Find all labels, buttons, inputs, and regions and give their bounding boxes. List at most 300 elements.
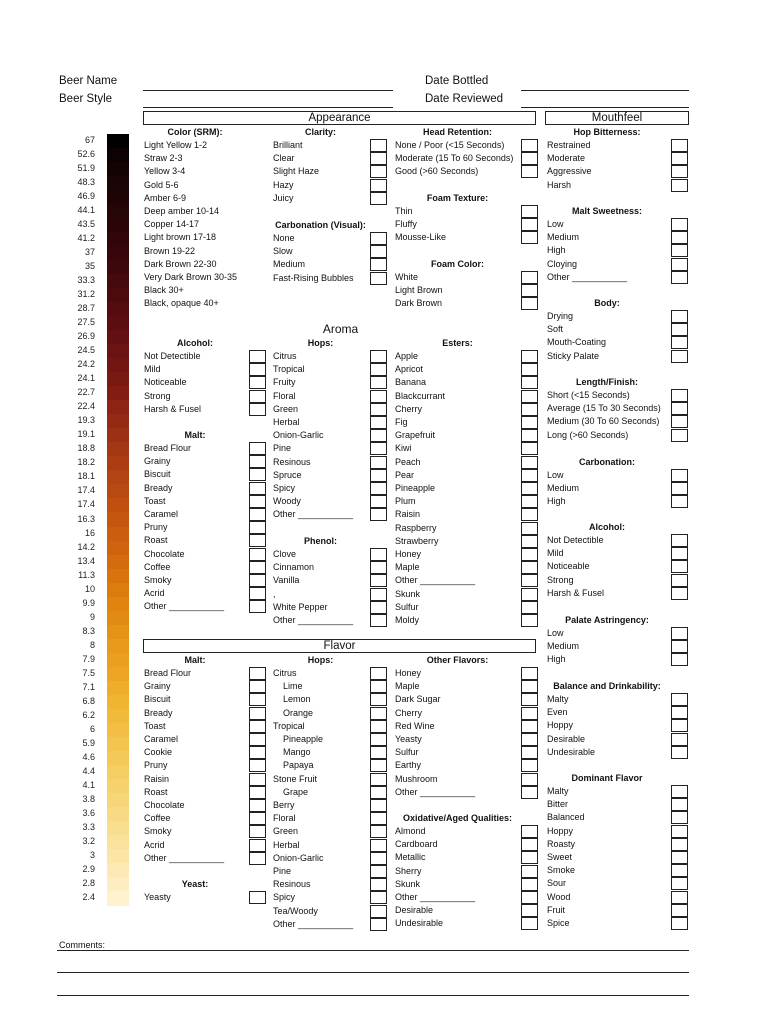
option-checkbox[interactable] bbox=[370, 508, 387, 521]
option-label: Caramel bbox=[144, 734, 179, 744]
option-checkbox[interactable] bbox=[521, 759, 538, 772]
srm-value: 22.7 bbox=[77, 387, 95, 398]
option-checkbox[interactable] bbox=[671, 231, 688, 244]
option-checkbox[interactable] bbox=[671, 746, 688, 759]
option-label: Hazy bbox=[273, 179, 294, 190]
option-label: Strong bbox=[144, 390, 171, 401]
option-checkbox[interactable] bbox=[521, 376, 538, 389]
option-label: Other ___________ bbox=[547, 271, 628, 282]
option-label: Gold 5-6 bbox=[144, 179, 179, 190]
option-checkbox[interactable] bbox=[249, 786, 266, 799]
option-checkbox[interactable] bbox=[521, 825, 538, 838]
option-checkbox[interactable] bbox=[521, 495, 538, 508]
option-checkbox[interactable] bbox=[521, 218, 538, 231]
option-label: Yellow 3-4 bbox=[144, 166, 186, 177]
option-checkbox[interactable] bbox=[671, 693, 688, 706]
srm-value: 3.8 bbox=[82, 793, 95, 804]
option-label: Grape bbox=[283, 786, 309, 797]
option-checkbox[interactable] bbox=[249, 720, 266, 733]
option-checkbox[interactable] bbox=[370, 693, 387, 706]
option-checkbox[interactable] bbox=[521, 535, 538, 548]
option-checkbox[interactable] bbox=[671, 218, 688, 231]
option-checkbox[interactable] bbox=[249, 508, 266, 521]
option-checkbox[interactable] bbox=[521, 403, 538, 416]
option-checkbox[interactable] bbox=[671, 574, 688, 587]
option-checkbox[interactable] bbox=[370, 905, 387, 918]
option-checkbox[interactable] bbox=[671, 179, 688, 192]
option-checkbox[interactable] bbox=[671, 904, 688, 917]
option-checkbox[interactable] bbox=[370, 878, 387, 891]
option-checkbox[interactable] bbox=[671, 534, 688, 547]
option-label: Biscuit bbox=[144, 694, 171, 705]
option-label: Moderate (15 To 60 Seconds) bbox=[395, 153, 514, 164]
srm-value: 9.9 bbox=[82, 597, 95, 608]
heading-appearance-foam_color: Foam Color: bbox=[431, 259, 484, 269]
srm-swatch bbox=[107, 611, 129, 626]
option-checkbox[interactable] bbox=[249, 600, 266, 613]
srm-value: 10 bbox=[84, 583, 95, 594]
option-label: Short (<15 Seconds) bbox=[547, 390, 630, 400]
option-checkbox[interactable] bbox=[521, 773, 538, 786]
option-checkbox[interactable] bbox=[521, 917, 538, 930]
srm-value: 18.2 bbox=[77, 457, 95, 468]
option-checkbox[interactable] bbox=[671, 864, 688, 877]
option-label: Clear bbox=[273, 153, 295, 164]
option-checkbox[interactable] bbox=[249, 746, 266, 759]
option-checkbox[interactable] bbox=[249, 667, 266, 680]
option-label: Medium bbox=[273, 259, 306, 270]
option-checkbox[interactable] bbox=[521, 363, 538, 376]
heading-appearance-clarity: Clarity: bbox=[304, 127, 336, 137]
srm-swatch bbox=[107, 835, 129, 850]
option-checkbox[interactable] bbox=[521, 614, 538, 627]
option-checkbox[interactable] bbox=[370, 561, 387, 574]
option-label: Low bbox=[547, 470, 564, 480]
option-label: Other ___________ bbox=[273, 615, 354, 625]
option-checkbox[interactable] bbox=[671, 547, 688, 560]
option-checkbox[interactable] bbox=[521, 891, 538, 904]
option-checkbox[interactable] bbox=[671, 838, 688, 851]
option-checkbox[interactable] bbox=[521, 231, 538, 244]
option-label: Other ___________ bbox=[395, 786, 476, 797]
option-label: High bbox=[547, 496, 566, 507]
option-label: Yeasty bbox=[395, 734, 422, 744]
option-checkbox[interactable] bbox=[521, 429, 538, 442]
heading-mouthfeel-malt_sweetness: Malt Sweetness: bbox=[571, 206, 643, 216]
option-label: Soft bbox=[547, 324, 564, 335]
option-checkbox[interactable] bbox=[249, 693, 266, 706]
option-label: Coffee bbox=[144, 561, 171, 572]
option-checkbox[interactable] bbox=[671, 653, 688, 666]
heading-flavor-malt: Malt: bbox=[184, 655, 206, 665]
option-checkbox[interactable] bbox=[671, 587, 688, 600]
option-checkbox[interactable] bbox=[671, 271, 688, 284]
heading-flavor-oxidative: Oxidative/Aged Qualities: bbox=[402, 813, 513, 823]
option-label: Grainy bbox=[144, 681, 171, 692]
option-checkbox[interactable] bbox=[249, 390, 266, 403]
option-checkbox[interactable] bbox=[370, 456, 387, 469]
option-label: Pine bbox=[273, 443, 292, 454]
option-checkbox[interactable] bbox=[521, 733, 538, 746]
option-checkbox[interactable] bbox=[249, 495, 266, 508]
option-checkbox[interactable] bbox=[370, 799, 387, 812]
option-checkbox[interactable] bbox=[521, 904, 538, 917]
option-label: Harsh & Fusel bbox=[547, 587, 605, 598]
option-checkbox[interactable] bbox=[370, 179, 387, 192]
option-checkbox[interactable] bbox=[521, 522, 538, 535]
option-checkbox[interactable] bbox=[521, 851, 538, 864]
option-label: None / Poor (<15 Seconds) bbox=[395, 140, 505, 150]
option-checkbox[interactable] bbox=[671, 640, 688, 653]
option-checkbox[interactable] bbox=[521, 390, 538, 403]
comments-line-2[interactable] bbox=[57, 972, 689, 973]
option-checkbox[interactable] bbox=[521, 469, 538, 482]
option-checkbox[interactable] bbox=[370, 839, 387, 852]
option-label: High bbox=[547, 245, 566, 256]
option-checkbox[interactable] bbox=[521, 297, 538, 310]
option-checkbox[interactable] bbox=[671, 482, 688, 495]
option-label: Desirable bbox=[395, 905, 434, 916]
option-checkbox[interactable] bbox=[370, 733, 387, 746]
option-checkbox[interactable] bbox=[370, 865, 387, 878]
option-label: Malty bbox=[547, 786, 569, 796]
option-checkbox[interactable] bbox=[521, 548, 538, 561]
option-checkbox[interactable] bbox=[249, 363, 266, 376]
option-checkbox[interactable] bbox=[521, 680, 538, 693]
option-checkbox[interactable] bbox=[671, 389, 688, 402]
heading-aroma-alcohol: Alcohol: bbox=[177, 338, 213, 348]
srm-value: 2.8 bbox=[82, 877, 95, 888]
option-label: Kiwi bbox=[395, 443, 412, 454]
option-checkbox[interactable] bbox=[370, 442, 387, 455]
option-checkbox[interactable] bbox=[671, 139, 688, 152]
option-checkbox[interactable] bbox=[249, 442, 266, 455]
option-label: Pruny bbox=[144, 522, 168, 533]
option-checkbox[interactable] bbox=[249, 852, 266, 865]
option-checkbox[interactable] bbox=[671, 415, 688, 428]
option-checkbox[interactable] bbox=[521, 561, 538, 574]
option-checkbox[interactable] bbox=[249, 403, 266, 416]
option-label: Acrid bbox=[144, 588, 165, 599]
option-checkbox[interactable] bbox=[521, 205, 538, 218]
option-checkbox[interactable] bbox=[671, 469, 688, 482]
option-checkbox[interactable] bbox=[521, 693, 538, 706]
option-label: Balanced bbox=[547, 812, 585, 823]
option-label: Other ___________ bbox=[144, 601, 225, 612]
option-label: Medium bbox=[547, 483, 580, 494]
option-checkbox[interactable] bbox=[370, 720, 387, 733]
option-checkbox[interactable] bbox=[370, 825, 387, 838]
srm-swatch bbox=[107, 316, 129, 331]
option-checkbox[interactable] bbox=[671, 402, 688, 415]
srm-swatch bbox=[107, 793, 129, 808]
option-label: Copper 14-17 bbox=[144, 219, 200, 230]
option-checkbox[interactable] bbox=[370, 416, 387, 429]
option-checkbox[interactable] bbox=[370, 363, 387, 376]
option-label: Blackcurrant bbox=[395, 390, 446, 401]
option-checkbox[interactable] bbox=[370, 245, 387, 258]
option-checkbox[interactable] bbox=[671, 811, 688, 824]
option-checkbox[interactable] bbox=[370, 548, 387, 561]
option-checkbox[interactable] bbox=[370, 667, 387, 680]
option-checkbox[interactable] bbox=[370, 403, 387, 416]
option-checkbox[interactable] bbox=[370, 707, 387, 720]
option-label: Citrus bbox=[273, 668, 297, 678]
option-checkbox[interactable] bbox=[671, 336, 688, 349]
option-checkbox[interactable] bbox=[521, 838, 538, 851]
comments-line-3[interactable] bbox=[57, 995, 689, 996]
option-checkbox[interactable] bbox=[249, 587, 266, 600]
comments-line-1[interactable] bbox=[57, 950, 689, 951]
option-label: Straw 2-3 bbox=[144, 153, 183, 164]
option-checkbox[interactable] bbox=[521, 707, 538, 720]
option-checkbox[interactable] bbox=[521, 878, 538, 891]
option-label: Harsh & Fusel bbox=[144, 403, 202, 414]
option-checkbox[interactable] bbox=[370, 574, 387, 587]
option-label: Herbal bbox=[273, 839, 300, 850]
option-checkbox[interactable] bbox=[521, 786, 538, 799]
option-checkbox[interactable] bbox=[521, 416, 538, 429]
option-checkbox[interactable] bbox=[370, 891, 387, 904]
option-checkbox[interactable] bbox=[521, 456, 538, 469]
option-label: Not Detectible bbox=[547, 535, 604, 545]
option-checkbox[interactable] bbox=[671, 719, 688, 732]
option-checkbox[interactable] bbox=[671, 258, 688, 271]
srm-value: 2.9 bbox=[82, 863, 95, 874]
option-checkbox[interactable] bbox=[249, 799, 266, 812]
srm-swatch bbox=[107, 470, 129, 485]
option-checkbox[interactable] bbox=[249, 482, 266, 495]
option-checkbox[interactable] bbox=[249, 455, 266, 468]
option-checkbox[interactable] bbox=[671, 495, 688, 508]
srm-swatch bbox=[107, 681, 129, 696]
option-checkbox[interactable] bbox=[671, 891, 688, 904]
option-checkbox[interactable] bbox=[671, 165, 688, 178]
srm-value: 8.3 bbox=[82, 625, 95, 636]
option-label: Berry bbox=[273, 800, 295, 810]
option-checkbox[interactable] bbox=[671, 798, 688, 811]
option-checkbox[interactable] bbox=[521, 165, 538, 178]
option-label: Wood bbox=[547, 891, 571, 902]
option-checkbox[interactable] bbox=[671, 429, 688, 442]
option-label: Other ___________ bbox=[273, 509, 354, 520]
option-label: Low bbox=[547, 628, 564, 638]
option-label: Dark Sugar bbox=[395, 694, 441, 705]
option-label: Cookie bbox=[144, 747, 173, 758]
option-checkbox[interactable] bbox=[249, 548, 266, 561]
option-checkbox[interactable] bbox=[671, 785, 688, 798]
option-checkbox[interactable] bbox=[370, 469, 387, 482]
option-label: High bbox=[547, 654, 566, 665]
beer-style-line[interactable] bbox=[143, 107, 393, 108]
option-label: Roast bbox=[144, 786, 168, 797]
option-label: Peach bbox=[395, 456, 421, 467]
option-checkbox[interactable] bbox=[671, 310, 688, 323]
option-label: Strawberry bbox=[395, 535, 439, 546]
option-checkbox[interactable] bbox=[671, 560, 688, 573]
option-checkbox[interactable] bbox=[671, 152, 688, 165]
option-label: Smoky bbox=[144, 826, 172, 837]
option-checkbox[interactable] bbox=[671, 244, 688, 257]
option-checkbox[interactable] bbox=[521, 482, 538, 495]
option-checkbox[interactable] bbox=[370, 852, 387, 865]
option-label: Aggressive bbox=[547, 166, 592, 177]
option-label: Skunk bbox=[395, 878, 421, 889]
srm-value: 27.5 bbox=[77, 317, 95, 328]
option-checkbox[interactable] bbox=[671, 851, 688, 864]
option-checkbox[interactable] bbox=[370, 165, 387, 178]
option-checkbox[interactable] bbox=[521, 588, 538, 601]
option-checkbox[interactable] bbox=[370, 258, 387, 271]
option-checkbox[interactable] bbox=[370, 272, 387, 285]
option-checkbox[interactable] bbox=[370, 773, 387, 786]
option-checkbox[interactable] bbox=[249, 773, 266, 786]
option-label: Sour bbox=[547, 878, 567, 889]
option-label: Other ___________ bbox=[144, 852, 225, 863]
heading-aroma-hops: Hops: bbox=[307, 338, 334, 348]
beer-name-line[interactable] bbox=[143, 90, 393, 91]
option-checkbox[interactable] bbox=[370, 192, 387, 205]
srm-value: 22.4 bbox=[77, 401, 95, 412]
option-label: Smoke bbox=[547, 865, 576, 876]
option-label: Deep amber 10-14 bbox=[144, 206, 220, 216]
option-label: Grainy bbox=[144, 456, 171, 467]
option-checkbox[interactable] bbox=[249, 521, 266, 534]
option-checkbox[interactable] bbox=[370, 918, 387, 931]
option-checkbox[interactable] bbox=[370, 139, 387, 152]
option-checkbox[interactable] bbox=[521, 746, 538, 759]
srm-swatch bbox=[107, 779, 129, 794]
option-checkbox[interactable] bbox=[671, 825, 688, 838]
option-label: Grapefruit bbox=[395, 430, 436, 441]
option-label: Medium bbox=[547, 641, 580, 652]
option-checkbox[interactable] bbox=[249, 376, 266, 389]
option-checkbox[interactable] bbox=[249, 468, 266, 481]
option-checkbox[interactable] bbox=[370, 152, 387, 165]
option-checkbox[interactable] bbox=[249, 534, 266, 547]
option-checkbox[interactable] bbox=[370, 482, 387, 495]
option-label: Plum bbox=[395, 496, 416, 507]
option-checkbox[interactable] bbox=[671, 323, 688, 336]
option-checkbox[interactable] bbox=[249, 707, 266, 720]
option-label: Cardboard bbox=[395, 839, 438, 850]
option-checkbox[interactable] bbox=[521, 720, 538, 733]
srm-value: 5.9 bbox=[82, 737, 95, 748]
option-checkbox[interactable] bbox=[521, 508, 538, 521]
srm-value: 6.2 bbox=[82, 709, 95, 720]
srm-value: 18.1 bbox=[77, 471, 95, 482]
option-checkbox[interactable] bbox=[671, 706, 688, 719]
option-checkbox[interactable] bbox=[521, 152, 538, 165]
option-checkbox[interactable] bbox=[249, 680, 266, 693]
heading-appearance-head_retention: Head Retention: bbox=[422, 127, 492, 137]
option-label: Light brown 17-18 bbox=[144, 232, 217, 243]
srm-swatch bbox=[107, 541, 129, 556]
srm-swatch bbox=[107, 737, 129, 752]
srm-swatch bbox=[107, 134, 129, 149]
srm-value: 3.2 bbox=[82, 835, 95, 846]
option-label: Resinous bbox=[273, 456, 311, 467]
heading-aroma-malt: Malt: bbox=[184, 430, 206, 440]
option-checkbox[interactable] bbox=[521, 271, 538, 284]
option-checkbox[interactable] bbox=[521, 574, 538, 587]
option-label: Desirable bbox=[547, 733, 586, 744]
option-checkbox[interactable] bbox=[370, 614, 387, 627]
option-checkbox[interactable] bbox=[370, 376, 387, 389]
option-checkbox[interactable] bbox=[521, 865, 538, 878]
option-label: Juicy bbox=[273, 192, 294, 203]
option-label: White bbox=[395, 272, 419, 282]
option-checkbox[interactable] bbox=[521, 350, 538, 363]
option-label: Honey bbox=[395, 668, 422, 678]
option-checkbox[interactable] bbox=[370, 495, 387, 508]
option-label: Mouth-Coating bbox=[547, 337, 607, 348]
option-checkbox[interactable] bbox=[370, 601, 387, 614]
option-checkbox[interactable] bbox=[370, 232, 387, 245]
option-checkbox[interactable] bbox=[249, 759, 266, 772]
option-checkbox[interactable] bbox=[370, 746, 387, 759]
option-checkbox[interactable] bbox=[370, 350, 387, 363]
srm-swatch bbox=[107, 877, 129, 892]
option-label: Light Brown bbox=[395, 285, 443, 296]
srm-swatch bbox=[107, 667, 129, 682]
option-checkbox[interactable] bbox=[671, 877, 688, 890]
option-checkbox[interactable] bbox=[249, 812, 266, 825]
option-label: Toast bbox=[144, 720, 166, 731]
option-checkbox[interactable] bbox=[370, 680, 387, 693]
srm-swatch bbox=[107, 569, 129, 584]
srm-swatch bbox=[107, 625, 129, 640]
option-checkbox[interactable] bbox=[521, 139, 538, 152]
option-checkbox[interactable] bbox=[370, 812, 387, 825]
option-label: Long (>60 Seconds) bbox=[547, 429, 629, 440]
option-label: Acrid bbox=[144, 839, 165, 850]
option-checkbox[interactable] bbox=[249, 891, 266, 904]
option-checkbox[interactable] bbox=[671, 917, 688, 930]
option-checkbox[interactable] bbox=[249, 839, 266, 852]
option-checkbox[interactable] bbox=[249, 350, 266, 363]
option-checkbox[interactable] bbox=[671, 733, 688, 746]
option-label: Sticky Palate bbox=[547, 350, 600, 361]
option-checkbox[interactable] bbox=[370, 786, 387, 799]
heading-appearance-carbonation: Carbonation (Visual): bbox=[275, 220, 366, 230]
option-checkbox[interactable] bbox=[370, 759, 387, 772]
srm-swatch bbox=[107, 232, 129, 247]
option-checkbox[interactable] bbox=[249, 574, 266, 587]
option-checkbox[interactable] bbox=[521, 442, 538, 455]
date-reviewed-label: Date Reviewed bbox=[425, 93, 503, 105]
srm-swatch bbox=[107, 891, 129, 906]
option-label: Bready bbox=[144, 707, 173, 718]
option-checkbox[interactable] bbox=[249, 825, 266, 838]
option-label: Average (15 To 30 Seconds) bbox=[547, 403, 661, 414]
date-bottled-line[interactable] bbox=[521, 90, 689, 91]
option-checkbox[interactable] bbox=[671, 350, 688, 363]
option-checkbox[interactable] bbox=[671, 627, 688, 640]
option-checkbox[interactable] bbox=[370, 390, 387, 403]
date-bottled-label: Date Bottled bbox=[425, 75, 489, 87]
option-checkbox[interactable] bbox=[521, 601, 538, 614]
date-reviewed-line[interactable] bbox=[521, 107, 689, 108]
option-label: Green bbox=[273, 826, 299, 837]
option-checkbox[interactable] bbox=[521, 284, 538, 297]
option-label: Clove bbox=[273, 549, 297, 559]
option-checkbox[interactable] bbox=[521, 667, 538, 680]
option-checkbox[interactable] bbox=[370, 588, 387, 601]
option-checkbox[interactable] bbox=[249, 561, 266, 574]
option-checkbox[interactable] bbox=[249, 733, 266, 746]
option-checkbox[interactable] bbox=[370, 429, 387, 442]
